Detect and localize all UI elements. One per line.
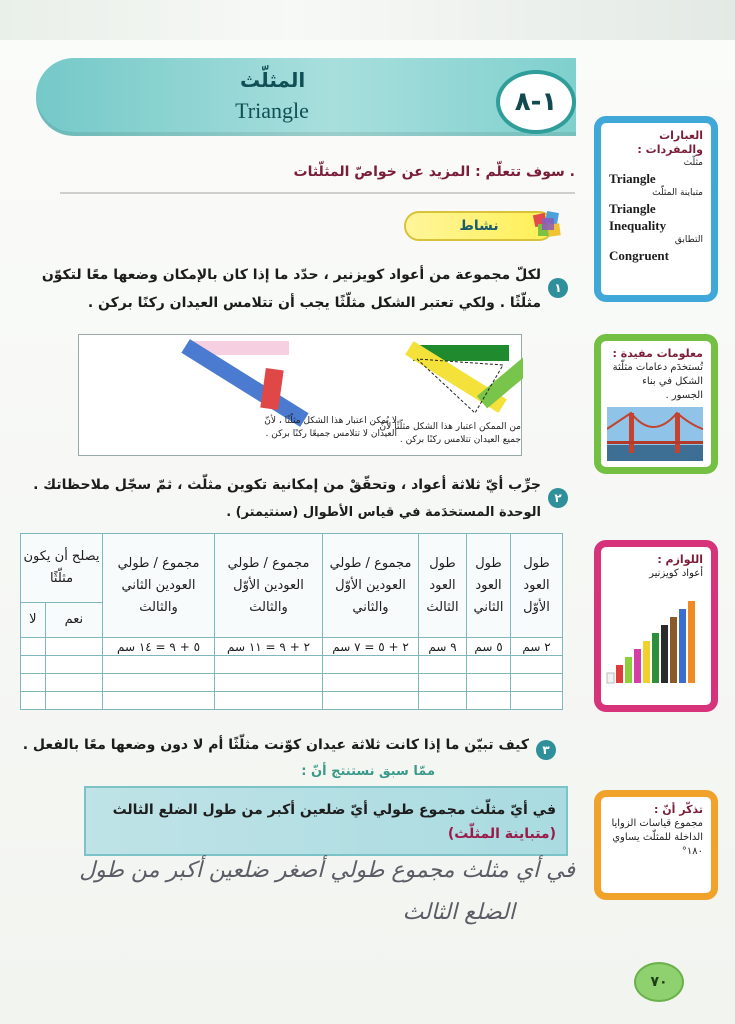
vocab-arabic-2: متباينة المثلّث xyxy=(652,188,703,198)
header-length-3: طول العود الثالث xyxy=(419,534,467,638)
useful-info-title: معلومات مفيدة : xyxy=(612,347,703,360)
table-row xyxy=(21,692,563,710)
empty-cell[interactable] xyxy=(45,692,102,710)
empty-cell[interactable] xyxy=(419,692,467,710)
vocabulary-card xyxy=(594,116,718,302)
header-valid-triangle: يصلح أن يكون مثلّثًا xyxy=(21,534,103,603)
cuisenaire-rods-figure xyxy=(78,334,522,456)
vocabulary-title: العبارات والمفردات : xyxy=(637,129,703,156)
step-2-line-1: جرِّب أيّ ثلاثة أعواد ، وتحقّقْ من إمكانية تكوين مثلّث ، ثمّ سجّل ملاحظاتك . xyxy=(33,477,541,493)
cuisenaire-rods-icon xyxy=(603,587,703,687)
step-1-badge: ١ xyxy=(548,278,568,298)
conclusion-text: في أيّ مثلّث مجموع طولي أيّ ضلعين أكبر من طول الضلع الثالث xyxy=(112,802,556,818)
empty-cell[interactable] xyxy=(323,692,419,710)
activity-label: نشاط xyxy=(459,218,499,234)
conclusion-term: (متباينة المثلّث) xyxy=(447,826,556,842)
top-decorative-strip xyxy=(0,0,735,40)
bridge-image xyxy=(607,407,703,461)
useful-info-card xyxy=(594,334,718,474)
vocab-arabic-1: مثلّث xyxy=(683,158,703,168)
cell-yes[interactable] xyxy=(45,638,102,656)
empty-cell[interactable] xyxy=(467,674,511,692)
empty-cell[interactable] xyxy=(467,692,511,710)
page-title-arabic: المثلّث xyxy=(240,68,306,92)
remember-title: تذكّر أنّ : xyxy=(654,803,703,816)
empty-cell[interactable] xyxy=(103,692,215,710)
materials-title: اللوازم : xyxy=(657,553,703,566)
cell-sum-1-3: ٢ + ٩ = ١١ سم xyxy=(215,638,323,656)
divider xyxy=(60,192,575,194)
conclusion-text-block xyxy=(96,798,556,846)
empty-cell[interactable] xyxy=(511,692,563,710)
vocab-english-3: Congruent xyxy=(609,248,669,263)
empty-cell[interactable] xyxy=(21,674,46,692)
remember-card xyxy=(594,790,718,900)
caption-not-triangle: لا يُمكن اعتبار هذا الشكل مثلّثًا ، لأنّ العيدان لا تتلامس جميعًا ركنًا بركن . xyxy=(264,416,397,439)
step-2-line-2: الوحدة المستخدَمة في قياس الأطوال (سنتيمتر) . xyxy=(226,505,541,520)
header-sum-1-3: مجموع / طولي العودين الأوّل والثالث xyxy=(215,534,323,638)
empty-cell[interactable] xyxy=(511,656,563,674)
empty-cell[interactable] xyxy=(419,674,467,692)
empty-cell[interactable] xyxy=(45,674,102,692)
empty-cell[interactable] xyxy=(511,674,563,692)
table-row xyxy=(21,638,563,656)
cell-length-2: ٥ سم xyxy=(467,638,511,656)
header-yes: نعم xyxy=(45,602,102,637)
step-1-line-2: مثلّثًا . ولكي تعتبر الشكل مثلّثًا يجب أن تتلامس العيدان ركنًا بركن . xyxy=(87,295,541,311)
conclusion-label: ممّا سبق نستنتج أنّ : xyxy=(301,764,435,779)
handwritten-answer-line-1: في أي مثلث مجموع طولي أصغر ضلعين أكبر من طول xyxy=(79,858,575,883)
remember-text: مجموع قياسات الزوايا الداخلة للمثلّث يساوي ١٨٠° xyxy=(611,818,703,857)
cell-length-3: ٩ سم xyxy=(419,638,467,656)
table-row xyxy=(21,674,563,692)
header-length-2: طول العود الثاني xyxy=(467,534,511,638)
vocab-arabic-3: التطابق xyxy=(674,235,703,245)
conclusion-box xyxy=(84,786,568,856)
activity-icon xyxy=(528,204,568,244)
cell-no[interactable] xyxy=(21,638,46,656)
header-sum-1-2: مجموع / طولي العودين الأوّل والثاني xyxy=(323,534,419,638)
empty-cell[interactable] xyxy=(103,674,215,692)
empty-cell[interactable] xyxy=(45,656,102,674)
empty-cell[interactable] xyxy=(21,656,46,674)
empty-cell[interactable] xyxy=(419,656,467,674)
step-1-line-1: لكلّ مجموعة من أعواد كويزنير ، حدّد ما إذا كان بالإمكان وضعها معًا لتكوّن xyxy=(41,267,541,283)
step-3-badge: ٣ xyxy=(536,740,556,760)
page-number: ٧٠ xyxy=(634,962,684,1002)
table-row xyxy=(21,656,563,674)
cell-sum-2-3: ٥ + ٩ = ١٤ سم xyxy=(103,638,215,656)
handwritten-answer-line-2: الضلع الثالث xyxy=(402,900,515,925)
step-2-badge: ٢ xyxy=(548,488,568,508)
empty-cell[interactable] xyxy=(21,692,46,710)
empty-cell[interactable] xyxy=(323,674,419,692)
header-length-1: طول العود الأوّل xyxy=(511,534,563,638)
caption-triangle: من الممكن اعتبار هذا الشكل مثلّثًا لأنّ جميع العيدان تتلامس ركنًا بركن . xyxy=(379,422,521,445)
header-sum-2-3: مجموع / طولي العودين الثاني والثالث xyxy=(103,534,215,638)
cell-length-1: ٢ سم xyxy=(511,638,563,656)
materials-text: أعواد كويزنير xyxy=(649,568,703,579)
learning-objective: سوف تتعلّم : المزيد عن خواصّ المثلّثات . xyxy=(293,164,575,180)
vocab-english-2b: Inequality xyxy=(609,218,667,233)
section-number-badge: ١-٨ xyxy=(496,70,576,134)
empty-cell[interactable] xyxy=(103,656,215,674)
empty-cell[interactable] xyxy=(215,674,323,692)
observations-table xyxy=(20,533,563,710)
cell-sum-1-2: ٢ + ٥ = ٧ سم xyxy=(323,638,419,656)
step-3-text: كيف تبيّن ما إذا كانت ثلاثة عيدان كوّنت مثلّثًا أم لا دون وضعها معًا بالفعل . xyxy=(22,737,529,753)
title-banner xyxy=(36,58,576,136)
materials-card xyxy=(594,540,718,712)
empty-cell[interactable] xyxy=(467,656,511,674)
empty-cell[interactable] xyxy=(215,656,323,674)
page-title-english: Triangle xyxy=(235,98,309,123)
empty-cell[interactable] xyxy=(323,656,419,674)
empty-cell[interactable] xyxy=(215,692,323,710)
vocab-english-1: Triangle xyxy=(609,171,656,186)
vocab-english-2a: Triangle xyxy=(609,201,656,216)
useful-info-text: تُستخدَم دعامات مثلّثة الشكل في بناء الجسور . xyxy=(612,362,703,401)
header-no: لا xyxy=(21,602,46,637)
